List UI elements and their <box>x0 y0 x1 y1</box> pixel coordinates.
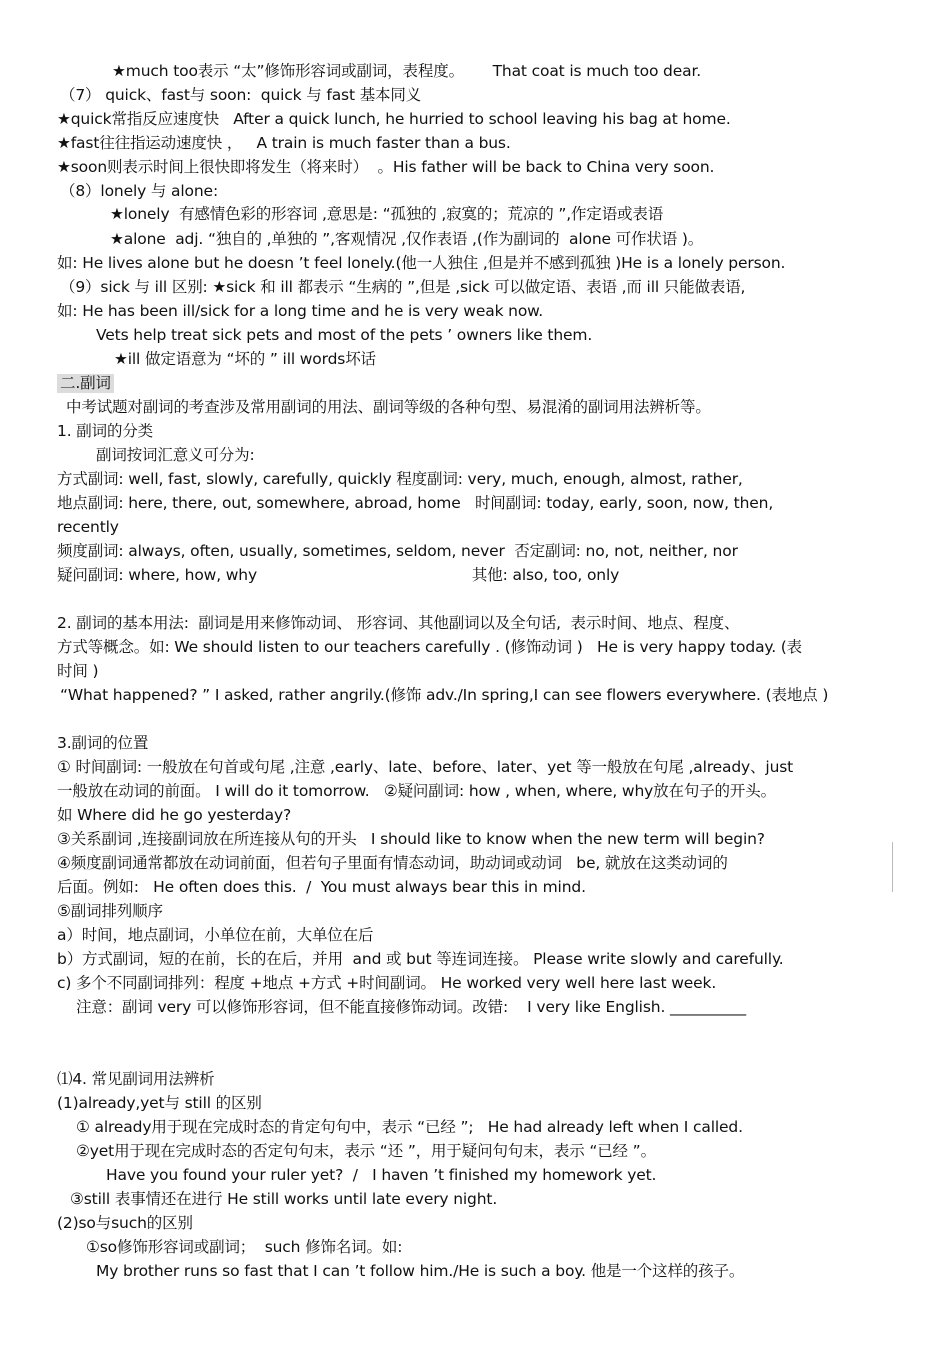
text-line: 疑问副词: where, how, why 其他: also, too, only <box>57 566 620 584</box>
text-line: 如 Where did he go yesterday? <box>57 806 292 824</box>
text-line: ★fast往往指运动速度快 ， A train is much faster than a bus. <box>57 134 511 152</box>
text-line: ★much too表示 “太”修饰形容词或副词，表程度。 That coat is much too dear. <box>112 62 702 80</box>
text-line: 二.副词 <box>57 374 114 393</box>
text-line: ★lonely 有感情色彩的形容词 ,意思是: “孤独的 ,寂寞的；荒凉的 ”,作定语或表语 <box>110 205 664 223</box>
text-line: 如: He has been ill/sick for a long time and he is very weak now. <box>57 302 544 320</box>
text-line: (2)so与such的区别 <box>57 1214 193 1232</box>
text-line: ★alone adj. “独自的 ,单独的 ”,客观情况 ,仅作表语 ,(作为副词的 alone 可作状语 )。 <box>110 230 704 248</box>
text-line: 1. 副词的分类 <box>57 422 154 440</box>
text-line: （8）lonely 与 alone: <box>60 182 219 200</box>
text-line: ① already用于现在完成时态的肯定句句中，表示 “已经 ”; He had already left when I called. <box>76 1118 743 1136</box>
text-line: 地点副词: here, there, out, somewhere, abroad, home 时间副词: today, early, soon, now, then, <box>57 494 774 512</box>
text-line: Have you found your ruler yet? / I haven ’t finished my homework yet. <box>106 1166 657 1184</box>
text-line: ③关系副词 ,连接副词放在所连接从句的开头 I should like to know when the new term will begin? <box>57 830 765 848</box>
text-line: （7） quick、fast与 soon: quick 与 fast 基本同义 <box>60 86 422 104</box>
text-line: 时间 ) <box>57 662 99 680</box>
text-line: 方式副词: well, fast, slowly, carefully, quickly 程度副词: very, much, enough, almost, rather, <box>57 470 743 488</box>
text-line: 中考试题对副词的考查涉及常用副词的用法、副词等级的各种句型、易混淆的副词用法辨析等。 <box>66 398 711 416</box>
text-line: ④频度副词通常都放在动词前面，但若句子里面有情态动词，助动词或动词 be, 就放在这类动词的 <box>57 854 728 872</box>
text-line: 如: He lives alone but he doesn ’t feel lonely.(他一人独住 ,但是并不感到孤独 )He is a lonely person. <box>57 254 786 272</box>
text-line: “What happened? ” I asked, rather angrily.(修饰 adv./In spring,I can see flowers everywhere. (表地点 ) <box>60 686 829 704</box>
text-line: ① 时间副词: 一般放在句首或句尾 ,注意 ,early、late、before、later、yet 等一般放在句尾 ,already、just <box>57 758 794 776</box>
text-line: 频度副词: always, often, usually, sometimes, seldom, never 否定副词: no, not, neither, nor <box>57 542 738 560</box>
text-line: 注意：副词 very 可以修饰形容词，但不能直接修饰动词。改错: I very like English. __________ <box>76 998 746 1016</box>
text-line: 方式等概念。如: We should listen to our teachers carefully . (修饰动词 ) He is very happy today. (表 <box>57 638 803 656</box>
text-line: ②yet用于现在完成时态的否定句句末，表示 “还 ”，用于疑问句句末，表示 “已经 ”。 <box>76 1142 656 1160</box>
text-line: ①so修饰形容词或副词； such 修饰名词。如: <box>86 1238 403 1256</box>
text-line: 后面。例如: He often does this. / You must always bear this in mind. <box>57 878 586 896</box>
margin-rule <box>892 842 893 892</box>
text-line: ★quick常指反应速度快 After a quick lunch, he hurried to school leaving his bag at home. <box>57 110 731 128</box>
text-line: ③still 表事情还在进行 He still works until late every night. <box>70 1190 498 1208</box>
text-line: a）时间，地点副词，小单位在前，大单位在后 <box>57 926 374 944</box>
text-line: 3.副词的位置 <box>57 734 149 752</box>
text-line: (1)already,yet与 still 的区别 <box>57 1094 262 1112</box>
text-line: b）方式副词，短的在前，长的在后，并用 and 或 but 等连词连接。 Please write slowly and carefully. <box>57 950 784 968</box>
text-line: （9）sick 与 ill 区别: ★sick 和 ill 都表示 “生病的 ”,但是 ,sick 可以做定语、表语 ,而 ill 只能做表语, <box>60 278 746 296</box>
text-line: 副词按词汇意义可分为: <box>96 446 255 464</box>
text-line: recently <box>57 518 119 536</box>
text-line: ★ill 做定语意为 “坏的 ” ill words坏话 <box>114 350 376 368</box>
text-line: ⑴4. 常见副词用法辨析 <box>57 1070 215 1088</box>
text-line: ⑤副词排列顺序 <box>57 902 163 920</box>
text-line: ★soon则表示时间上很快即将发生（将来时） 。His father will be back to China very soon. <box>57 158 715 176</box>
text-line: 一般放在动词的前面。 I will do it tomorrow. ②疑问副词: how , when, where, why放在句子的开头。 <box>57 782 776 800</box>
text-line: My brother runs so fast that I can ’t follow him./He is such a boy. 他是一个这样的孩子。 <box>96 1262 745 1280</box>
text-line: Vets help treat sick pets and most of the pets ’ owners like them. <box>96 326 593 344</box>
text-line: 2. 副词的基本用法: 副词是用来修饰动词、 形容词、其他副词以及全句话, 表示时间、地点、程度、 <box>57 614 740 632</box>
text-line: c) 多个不同副词排列：程度 +地点 +方式 +时间副词。 He worked very well here last week. <box>57 974 717 992</box>
